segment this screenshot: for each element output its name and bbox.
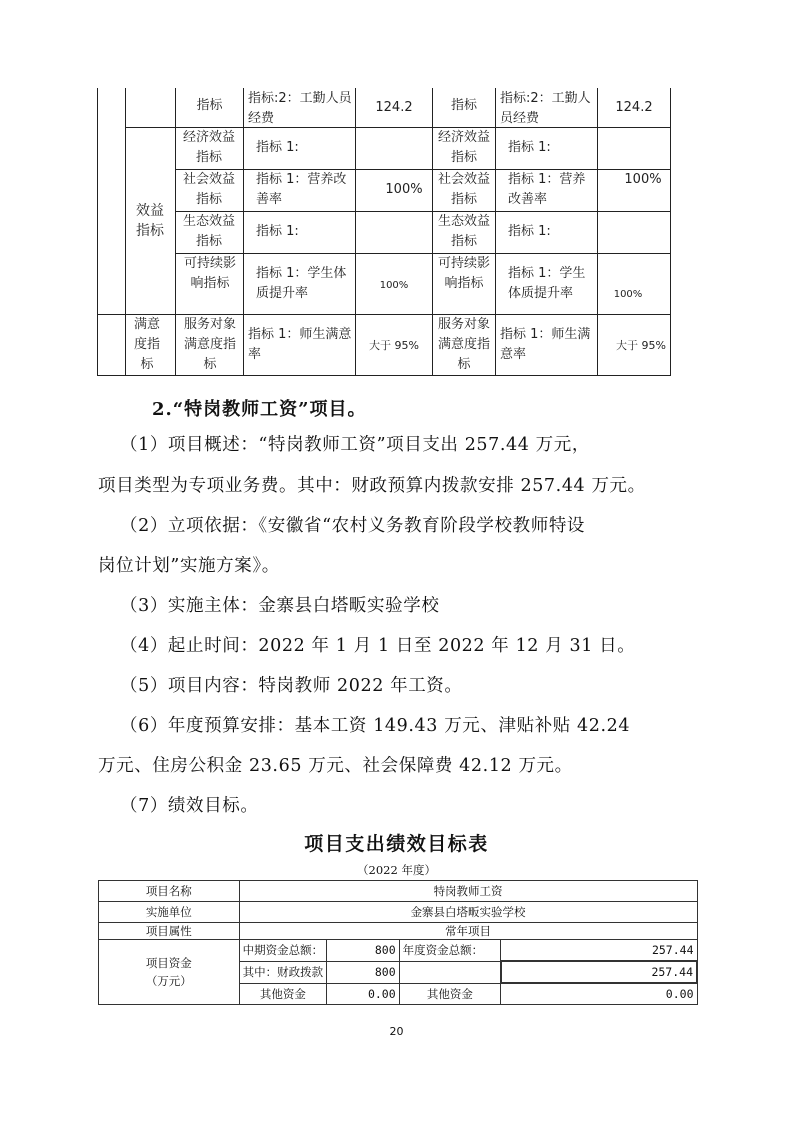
paragraph-overview-2: 项目类型为专项业务费。其中：财政预算内拨款安排 257.44 万元。 <box>98 476 646 496</box>
sustain-text-a: 指标 1：学生体质提升率 <box>256 266 347 301</box>
satis-label-a: 服务对象满意度指标 <box>183 317 236 372</box>
unit-label: 实施单位 <box>99 902 240 923</box>
paragraph-period: （4）起止时间：2022 年 1 月 1 日至 2022 年 12 月 31 日。 <box>120 636 636 656</box>
year-total-value: 257.44 <box>501 940 697 962</box>
table-row <box>99 902 698 923</box>
table-row <box>99 940 698 962</box>
row1-label-a: 指标 <box>196 98 223 113</box>
paragraph-content: （5）项目内容：特岗教师 2022 年工资。 <box>120 676 463 696</box>
year-other-value: 0.00 <box>501 983 697 1005</box>
mid-total-label: 中期资金总额： <box>239 940 327 962</box>
social-text-a: 指标 1：营养改善率 <box>256 172 347 207</box>
paragraph-budget-1: （6）年度预算安排：基本工资 149.43 万元、津贴补贴 42.24 <box>120 716 631 736</box>
other-value: 0.00 <box>327 983 400 1005</box>
funds-label: 项目资金 <box>145 956 192 970</box>
econ-label-a: 经济效益指标 <box>182 130 235 165</box>
paragraph-overview-1: （1）项目概述：“特岗教师工资”项目支出 257.44 万元， <box>120 435 590 455</box>
paragraph-entity: （3）实施主体：金寨县白塔畈实验学校 <box>120 596 440 616</box>
benefit-group-label: 效益指标 <box>136 203 164 239</box>
other-label: 其他资金 <box>239 983 327 1005</box>
eco-label-b: 生态效益指标 <box>437 214 490 249</box>
paragraph-goals: （7）绩效目标。 <box>120 796 259 816</box>
fiscal-value: 800 <box>327 961 400 983</box>
paragraph-basis-2: 岗位计划”实施方案》。 <box>98 556 280 576</box>
satis-text-b: 指标 1：师生满意率 <box>500 327 591 362</box>
row1-text-b: 指标:2：工勤人员经费 <box>500 91 591 126</box>
row1-label-b: 指标 <box>450 98 477 113</box>
econ-text-a: 指标 1: <box>256 140 299 155</box>
funds-unit: （万元） <box>145 974 192 988</box>
funds-label-cell <box>99 940 240 1005</box>
row1-value-b: 124.2 <box>615 100 653 115</box>
fiscal-label: 其中：财政拨款 <box>239 961 327 983</box>
sustain-label-b: 可持续影响指标 <box>438 256 491 291</box>
paragraph-budget-2: 万元、住房公积金 23.65 万元、社会保障费 42.12 万元。 <box>98 756 573 776</box>
econ-text-b: 指标 1: <box>508 140 551 155</box>
eco-label-a: 生态效益指标 <box>182 214 235 249</box>
table-row <box>99 923 698 940</box>
attr-label: 项目属性 <box>99 923 240 940</box>
eco-text-a: 指标 1: <box>256 224 299 239</box>
page-number: 20 <box>389 1025 404 1038</box>
social-label-a: 社会效益指标 <box>182 172 235 207</box>
row1-value-a: 124.2 <box>375 100 413 115</box>
project-name-label: 项目名称 <box>99 881 240 902</box>
attr-value: 常年项目 <box>239 923 697 940</box>
social-value-a: 100% <box>385 182 423 197</box>
year-other-label: 其他资金 <box>399 983 500 1005</box>
table-row <box>99 881 698 902</box>
satis-text-a: 指标 1：师生满意率 <box>248 327 352 362</box>
social-label-b: 社会效益指标 <box>437 172 490 207</box>
table-subtitle: （2022 年度） <box>357 863 436 877</box>
sustain-value-a: 100% <box>379 280 409 291</box>
econ-label-b: 经济效益指标 <box>437 130 490 165</box>
satis-value-a: 大于 95% <box>369 339 419 352</box>
performance-target-table <box>98 880 698 1005</box>
project-name-value: 特岗教师工资 <box>239 881 697 902</box>
unit-value: 金寨县白塔畈实验学校 <box>239 902 697 923</box>
social-value-b: 100% <box>624 172 662 187</box>
section-heading: 2.“特岗教师工资”项目。 <box>152 399 367 420</box>
year-fiscal-value: 257.44 <box>501 961 697 983</box>
paragraph-basis-1: （2）立项依据：《安徽省“农村义务教育阶段学校教师特设 <box>120 516 586 536</box>
table-title: 项目支出绩效目标表 <box>304 833 489 855</box>
satis-value-b: 大于 95% <box>616 339 666 352</box>
row1-text-a: 指标:2：工勤人员经费 <box>248 91 352 126</box>
sustain-value-b: 100% <box>613 289 643 300</box>
satisfaction-group-label: 满意度指标 <box>133 317 160 372</box>
sustain-label-a: 可持续影响指标 <box>183 256 236 291</box>
sustain-text-b: 指标 1：学生体质提升率 <box>508 266 586 301</box>
year-fiscal-blank <box>399 961 500 983</box>
eco-text-b: 指标 1: <box>508 224 551 239</box>
satis-label-b: 服务对象满意度指标 <box>438 317 491 372</box>
mid-total-value: 800 <box>327 940 400 962</box>
social-text-b: 指标 1：营养改善率 <box>508 172 586 207</box>
year-total-label: 年度资金总额： <box>399 940 500 962</box>
